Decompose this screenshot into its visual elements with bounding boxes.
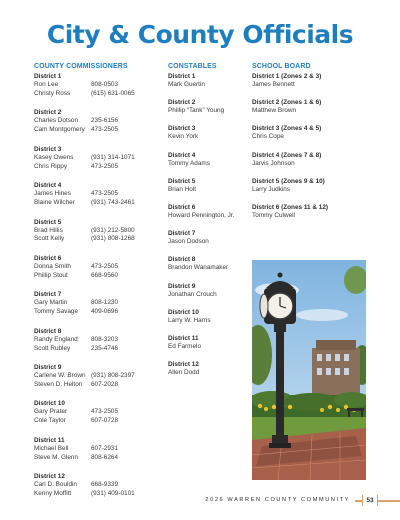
commissioner-name: Kasey Owens [34, 153, 74, 161]
district-title: District 12 [34, 473, 65, 481]
commissioner-phone: (931) 314-1071 [91, 153, 135, 161]
district-title: District 6 [34, 254, 62, 262]
commissioner-name: Carlene W. Brown [34, 372, 86, 379]
constable-name: Howard Pennington, Jr. [168, 211, 235, 219]
district-group [34, 399, 169, 426]
district-title: District 2 [34, 109, 62, 117]
district-title: District 8 [34, 327, 62, 335]
constable-group [168, 98, 252, 116]
commissioner-name: Cam Montgomery [34, 126, 85, 134]
school-board-member: James Bennett [252, 81, 295, 88]
commissioner-phone: (931) 808-1268 [91, 235, 135, 243]
commissioner-phone: (615) 631-0065 [91, 89, 135, 97]
commissioner-name: Cole Taylor [34, 417, 66, 425]
commissioner-name: Gary Prater [34, 408, 68, 416]
constables-column [168, 62, 252, 386]
district-group [34, 145, 169, 172]
commissioner-phone: 235-6156 [91, 117, 119, 125]
commissioner-name: Steve M. Glenn [34, 453, 79, 461]
commissioner-phone: 473-2505 [91, 162, 119, 170]
district-group [34, 254, 169, 281]
commissioner-phone: 607-0728 [91, 417, 119, 425]
commissioner-row [34, 81, 169, 90]
commissioner-row [34, 299, 169, 308]
district-title: District 5 [34, 218, 62, 226]
commissioner-name: Tommy Savage [34, 308, 79, 316]
school-board-district: District 1 (Zones 2 & 3) [252, 73, 322, 80]
commissioner-row [34, 199, 169, 208]
constable-group [168, 282, 252, 300]
district-title: District 4 [34, 182, 62, 190]
constable-district: District 4 [168, 151, 196, 159]
commissioner-name: Blaine Wilcher [34, 199, 75, 207]
commissioner-row [34, 163, 169, 172]
constable-district: District 10 [168, 308, 199, 316]
district-group [34, 327, 169, 354]
commissioner-phone: (931) 808-2397 [91, 372, 135, 379]
district-title: District 7 [34, 291, 62, 299]
school-board-district: District 5 (Zones 9 & 10) [252, 177, 325, 185]
constable-group [168, 334, 252, 352]
school-board-group [252, 203, 372, 221]
commissioner-row [34, 227, 169, 236]
district-title: District 3 [34, 145, 62, 153]
commissioners-heading: COUNTY COMMISSIONERS [34, 63, 128, 70]
clock-photo-illustration [252, 260, 366, 480]
constable-group [168, 229, 252, 247]
commissioner-phone: 473-2505 [91, 408, 119, 416]
school-board-district: District 3 (Zones 4 & 5) [252, 125, 322, 133]
page-number: 53 [362, 495, 378, 506]
commissioner-row [34, 272, 169, 281]
district-group [34, 436, 169, 463]
school-board-group [252, 124, 372, 142]
constable-group [168, 308, 252, 326]
constable-district: District 1 [168, 73, 196, 80]
commissioner-name: Scott Kelly [34, 235, 65, 243]
commissioner-phone: 473-2505 [91, 262, 119, 270]
commissioner-phone: 808-1230 [91, 299, 119, 307]
commissioner-row [34, 345, 169, 354]
constables-heading: CONSTABLES [168, 63, 217, 70]
commissioner-phone: 409-0696 [91, 308, 119, 316]
commissioner-phone: (931) 743-2461 [91, 199, 135, 207]
commissioner-phone: 235-4746 [91, 344, 119, 352]
district-title: District 10 [34, 400, 65, 408]
school-board-district: District 2 (Zones 1 & 6) [252, 99, 322, 107]
constable-district: District 3 [168, 125, 196, 133]
constables-list [168, 72, 252, 378]
constable-name: Brandon Wanamaker [168, 264, 229, 272]
constable-group [168, 72, 252, 90]
commissioner-name: Gary Martin [34, 299, 68, 307]
constable-name: Kevin York [168, 133, 199, 141]
commissioner-name: Brad Hillis [34, 226, 63, 234]
commissioner-name: Christy Ross [34, 89, 71, 97]
commissioner-phone: 473-2505 [91, 190, 119, 198]
commissioner-row [34, 190, 169, 199]
school-board-group [252, 98, 372, 116]
commissioner-name: Charles Dotson [34, 117, 79, 125]
constable-group [168, 124, 252, 142]
constable-group [168, 177, 252, 195]
school-board-member: Tommy Culwell [252, 211, 295, 219]
commissioner-row [34, 263, 169, 272]
commissioner-row [34, 126, 169, 135]
constable-district: District 5 [168, 177, 196, 185]
constable-district: District 11 [168, 334, 199, 342]
footer-text: 2026 WARREN COUNTY COMMUNITY [205, 497, 350, 503]
school-board-list [252, 72, 372, 221]
commissioners-column [34, 62, 169, 509]
commissioner-name: Donna Smith [34, 262, 71, 270]
commissioner-row [34, 372, 169, 381]
district-title: District 11 [34, 436, 65, 444]
commissioners-list [34, 72, 169, 499]
school-board-district: District 4 (Zones 7 & 8) [252, 151, 322, 159]
constable-group [168, 255, 252, 273]
commissioner-row [34, 154, 169, 163]
commissioner-name: Randy England [34, 335, 78, 343]
commissioner-name: Steven D. Helton [34, 380, 83, 388]
district-group [34, 218, 169, 245]
commissioner-name: Michael Bell [34, 444, 69, 452]
commissioner-row [34, 117, 169, 126]
commissioner-row [34, 417, 169, 426]
commissioner-name: James Hines [34, 190, 71, 198]
commissioner-name: Phillip Stout [34, 271, 68, 279]
commissioner-name: Kenny Moffitt [34, 490, 72, 498]
commissioner-phone: 808-6264 [91, 453, 119, 461]
commissioner-row [34, 481, 169, 490]
school-board-member: Jarvis Johnson [252, 159, 295, 167]
constable-district: District 6 [168, 203, 196, 211]
commissioner-phone: 668-9560 [91, 271, 119, 279]
constable-name: Jonathan Crouch [168, 290, 217, 298]
school-board-member: Chris Cope [252, 133, 284, 141]
constable-group [168, 151, 252, 169]
school-board-group [252, 151, 372, 169]
commissioner-row [34, 90, 169, 99]
district-group [34, 290, 169, 317]
page-title: City & County Officials [46, 20, 354, 49]
school-board-member: Larry Judkins [252, 185, 291, 193]
commissioner-phone: 808-0503 [91, 81, 119, 88]
commissioner-phone: 607-2931 [91, 444, 119, 452]
constable-name: Larry W. Harris [168, 316, 211, 324]
school-board-group [252, 72, 372, 90]
school-board-group [252, 177, 372, 195]
constable-name: Mark Guertin [168, 81, 205, 88]
constable-name: Phillip “Tank” Young [168, 107, 225, 115]
commissioner-name: Ron Lee [34, 81, 59, 88]
constable-district: District 12 [168, 361, 199, 369]
district-group [34, 72, 169, 99]
page-footer [0, 496, 400, 508]
commissioner-row [34, 454, 169, 463]
commissioner-name: Scott Rubley [34, 344, 71, 352]
constable-district: District 2 [168, 99, 196, 107]
district-group [34, 108, 169, 135]
constable-group [168, 360, 252, 378]
district-group [34, 472, 169, 499]
school-board-member: Matthew Brown [252, 107, 297, 115]
commissioner-phone: (931) 212-5800 [91, 226, 135, 234]
commissioner-phone: (931) 409-0101 [91, 490, 135, 498]
school-board-district: District 6 (Zones 11 & 12) [252, 203, 329, 211]
constable-group [168, 203, 252, 221]
commissioner-name: Carl D. Bouldin [34, 481, 77, 489]
constable-name: Tommy Adams [168, 159, 210, 167]
commissioner-row [34, 336, 169, 345]
commissioner-row [34, 445, 169, 454]
commissioner-row [34, 408, 169, 417]
district-group [34, 363, 169, 390]
constable-name: Brian Holt [168, 185, 197, 193]
commissioner-row [34, 235, 169, 244]
constable-district: District 9 [168, 282, 196, 290]
district-title: District 9 [34, 364, 62, 371]
constable-name: Ed Farmelo [168, 342, 202, 350]
district-title: District 1 [34, 73, 62, 80]
district-group [34, 181, 169, 208]
school-board-heading: SCHOOL BOARD [252, 63, 311, 70]
commissioner-row [34, 381, 169, 390]
commissioner-phone: 668-9339 [91, 481, 119, 489]
commissioner-row [34, 308, 169, 317]
constable-district: District 7 [168, 230, 196, 238]
commissioner-phone: 473-2505 [91, 126, 119, 134]
school-board-column [252, 62, 372, 229]
commissioner-name: Chris Rippy [34, 162, 68, 170]
constable-name: Allen Dodd [168, 369, 200, 377]
commissioner-phone: 607-2028 [91, 380, 119, 388]
clock-photo [252, 260, 366, 480]
constable-district: District 8 [168, 256, 196, 264]
commissioner-phone: 808-3203 [91, 335, 119, 343]
constable-name: Jason Dodson [168, 238, 209, 246]
